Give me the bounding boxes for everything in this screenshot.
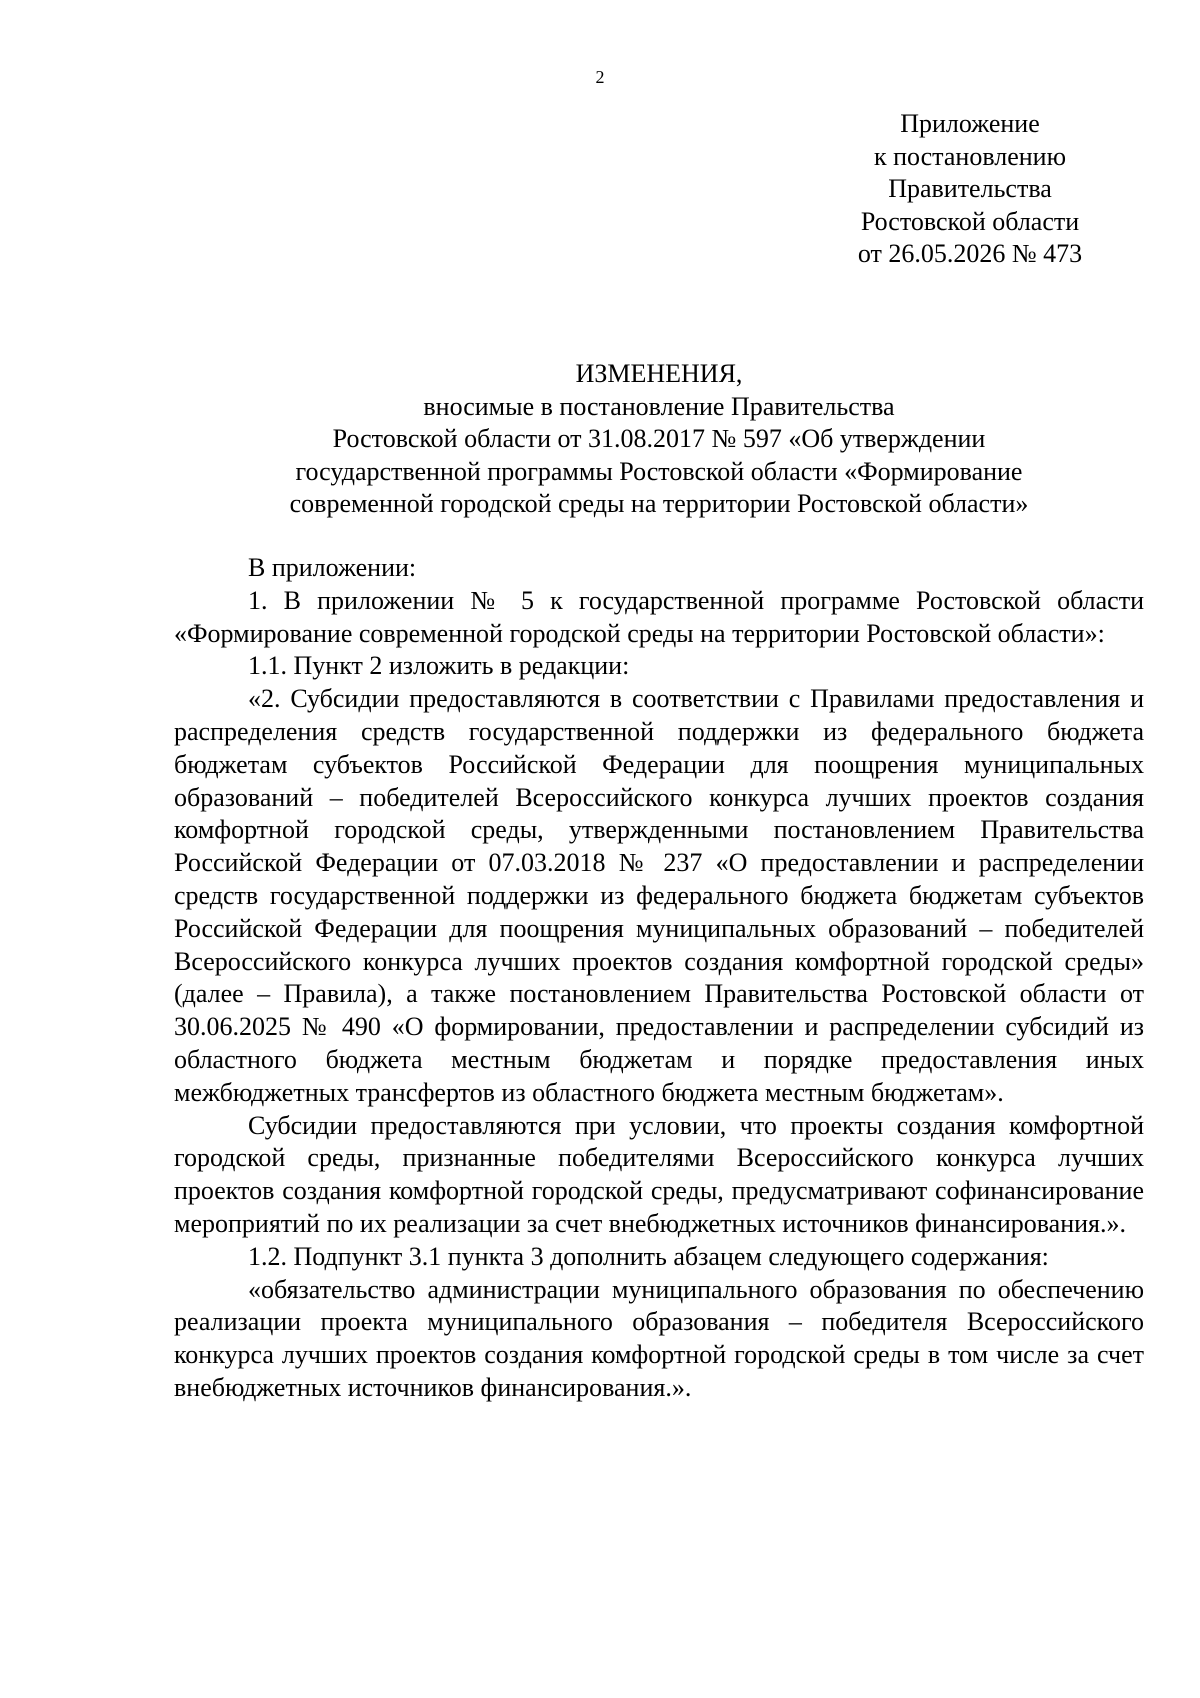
attachment-line: от 26.05.2026 № 473 — [857, 239, 1083, 268]
body-paragraph: «2. Субсидии предоставляются в соответствии с Правилами предоставления и распределения средств государственной поддержки из федерального бюджета бюджетам субъектов Российской Федерации для поощрения муниципальных образований – победителей Всероссийского конкурса лучших проектов создания комфортной городской среды, утвержденными постановлением Правительства Российской Федерации от 07.03.2018 № 237 «О предоставлении и распределении средств государственной поддержки из федерального бюджета бюджетам субъектов Российской Федерации для поощрения муниципальных образований – победителей Всероссийского конкурса лучших проектов создания комфортной городской среды» (далее – Правила), а также постановлением Правительства Ростовской области от 30.06.2025 № 490 «О формировании, предоставлении и распределении субсидий из областного бюджета местным бюджетам и порядке предоставления иных межбюджетных трансфертов из областного бюджета местным бюджетам». — [174, 684, 1144, 1107]
body-paragraph: 1.2. Подпункт 3.1 пункта 3 дополнить абзацем следующего содержания: — [248, 1241, 1049, 1271]
body-paragraph: «обязательство администрации муниципального образования по обеспечению реализации проекта муниципального образования – победителя Всероссийского конкурса лучших проектов создания комфортной городской среды в том числе за счет внебюджетных источников финансирования.». — [174, 1274, 1144, 1402]
attachment-line: к постановлению — [873, 141, 1067, 171]
body-paragraph: 1.1. Пункт 2 изложить в редакции: — [248, 651, 630, 681]
title-line: современной городской среды на территории Ростовской области» — [289, 489, 1029, 518]
title-line: вносимые в постановление Правительства — [423, 391, 895, 421]
attachment-line: Правительства — [888, 174, 1052, 203]
attachment-block — [820, 108, 1120, 271]
body-paragraph: В приложении: — [248, 553, 417, 582]
page-number: 2 — [595, 67, 605, 87]
title-line: государственной программы Ростовской области «Формирование — [295, 456, 1023, 486]
document-body — [174, 552, 1144, 1405]
attachment-line: Ростовской области — [860, 206, 1080, 236]
document-title — [172, 358, 1146, 521]
body-paragraph: 1. В приложении № 5 к государственной программе Ростовской области «Формирование современной городской среды на территории Ростовской области»: — [174, 585, 1144, 648]
body-paragraph: Субсидии предоставляются при условии, что проекты создания комфортной городской среды, признанные победителями Всероссийского конкурса лучших проектов создания комфортной городской среды, предусматривают софинансирование мероприятий по их реализации за счет внебюджетных источников финансирования.». — [174, 1110, 1144, 1238]
title-line: Ростовской области от 31.08.2017 № 597 «Об утверждении — [332, 424, 986, 453]
title-heading: ИЗМЕНЕНИЯ, — [575, 359, 743, 388]
attachment-line: Приложение — [900, 109, 1040, 138]
